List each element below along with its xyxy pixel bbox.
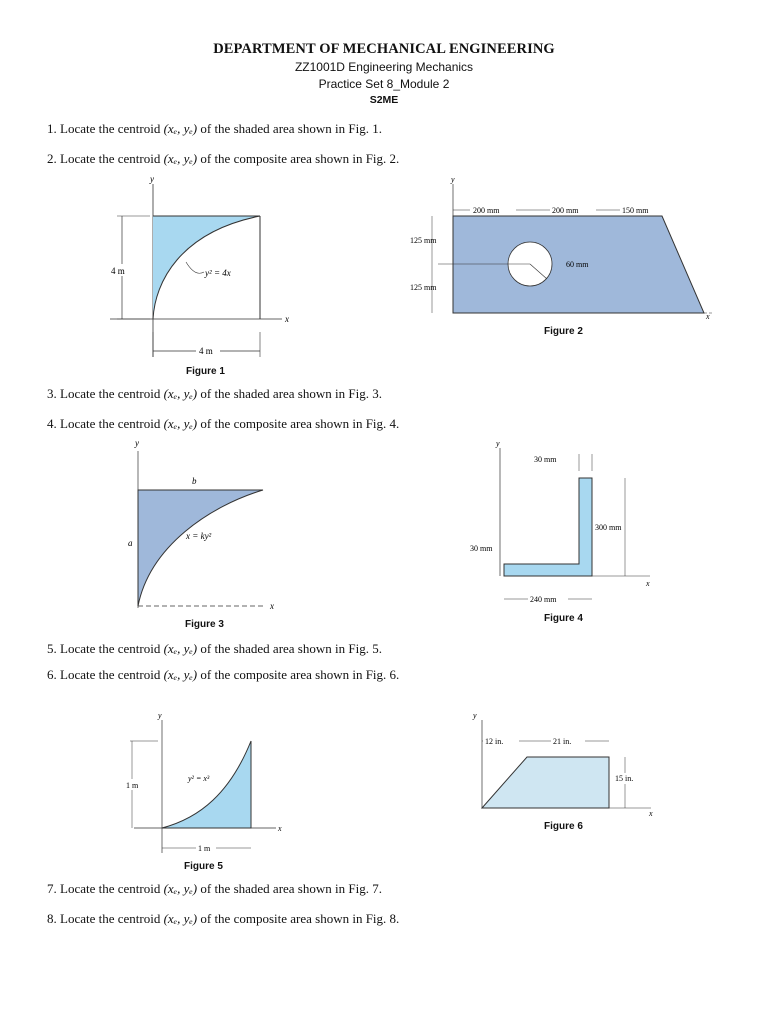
fig6-dim-b: 21 in.	[553, 737, 572, 746]
figure-3-diagram	[120, 436, 290, 616]
figure-5-diagram	[120, 708, 290, 863]
practice-set-title: Practice Set 8_Module 2	[318, 77, 450, 91]
fig1-y-label: y	[150, 174, 154, 184]
fig2-dim-a: 200 mm	[473, 206, 500, 215]
question-6: 6. Locate the centroid (xₑ, yₑ) of the composite area shown in Fig. 6.	[47, 667, 400, 682]
fig3-height-label: a	[128, 538, 133, 548]
figure-2-caption: Figure 2	[544, 326, 583, 337]
fig1-height-label: 4 m	[111, 266, 125, 276]
figure-6-diagram	[465, 708, 665, 828]
figure-6-caption: Figure 6	[544, 821, 583, 832]
fig6-dim-a: 12 in.	[485, 737, 504, 746]
figure-4-caption: Figure 4	[544, 613, 583, 624]
fig4-thickness-top: 30 mm	[534, 455, 557, 464]
figure-2-diagram	[400, 172, 720, 322]
fig5-shaded-area	[162, 741, 251, 828]
department-title: DEPARTMENT OF MECHANICAL ENGINEERING	[213, 41, 555, 57]
fig1-width-label: 4 m	[199, 346, 213, 356]
figure-1-caption: Figure 1	[186, 366, 225, 377]
fig2-y-label: y	[451, 175, 455, 184]
fig4-width-label: 240 mm	[530, 595, 557, 604]
fig5-height-label: 1 m	[126, 781, 139, 790]
fig5-width-label: 1 m	[198, 844, 211, 853]
question-5: 5. Locate the centroid (xₑ, yₑ) of the shaded area shown in Fig. 5.	[47, 641, 382, 656]
fig6-y-label: y	[473, 711, 477, 720]
fig2-dim-b: 200 mm	[552, 206, 579, 215]
question-2: 2. Locate the centroid (xₑ, yₑ) of the composite area shown in Fig. 2.	[47, 151, 400, 166]
fig2-radius-label: 60 mm	[566, 260, 589, 269]
course-title: ZZ1001D Engineering Mechanics	[294, 60, 474, 74]
fig3-width-label: b	[192, 476, 197, 486]
fig2-dim-c: 150 mm	[622, 206, 649, 215]
fig1-x-label: x	[285, 314, 289, 324]
figure-1-diagram	[100, 172, 300, 367]
question-3: 3. Locate the centroid (xₑ, yₑ) of the shaded area shown in Fig. 3.	[47, 386, 382, 401]
figure-5-caption: Figure 5	[184, 861, 223, 872]
fig5-y-label: y	[158, 711, 162, 720]
fig4-x-label: x	[646, 579, 650, 588]
fig4-l-section	[504, 478, 592, 576]
batch-label: S2ME	[369, 94, 399, 106]
fig6-shape	[482, 757, 609, 808]
fig4-height-label: 300 mm	[595, 523, 622, 532]
question-8: 8. Locate the centroid (xₑ, yₑ) of the composite area shown in Fig. 8.	[47, 911, 400, 926]
fig5-x-label: x	[278, 824, 282, 833]
fig2-dim-top: 125 mm	[410, 236, 437, 245]
question-7: 7. Locate the centroid (xₑ, yₑ) of the shaded area shown in Fig. 7.	[47, 881, 382, 896]
fig1-curve-label: y² = 4x	[205, 268, 231, 278]
fig5-curve-label: y² = x³	[188, 774, 210, 783]
fig3-shaded-area	[138, 490, 263, 606]
question-4: 4. Locate the centroid (xₑ, yₑ) of the composite area shown in Fig. 4.	[47, 416, 400, 431]
figure-4-diagram	[470, 436, 660, 616]
fig2-x-label: x	[706, 312, 710, 321]
fig4-y-label: y	[496, 439, 500, 448]
figure-3-caption: Figure 3	[185, 619, 224, 630]
question-1: 1. Locate the centroid (xₑ, yₑ) of the shaded area shown in Fig. 1.	[47, 121, 382, 136]
fig6-x-label: x	[649, 809, 653, 818]
fig6-height-label: 15 in.	[615, 774, 634, 783]
fig3-x-label: x	[270, 601, 274, 611]
fig2-dim-bottom: 125 mm	[410, 283, 437, 292]
fig3-y-label: y	[135, 438, 139, 448]
fig4-thickness-side: 30 mm	[470, 544, 493, 553]
fig3-curve-label: x = ky²	[186, 531, 212, 541]
